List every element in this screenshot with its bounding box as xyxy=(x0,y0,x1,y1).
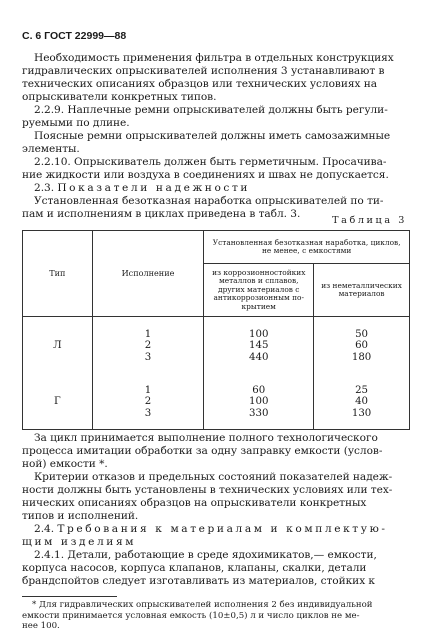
text-line: корпуса насосов, корпуса клапанов, клапаны, скалки, детали xyxy=(22,562,367,574)
section-heading-2-4 xyxy=(22,523,410,536)
cell-type: Л xyxy=(23,317,93,376)
text-line: пам и исполнениям в циклах приведена в табл. 3. xyxy=(22,208,301,220)
header-group: Установленная безотказная наработка, циклов, не менее, с емкостями xyxy=(204,231,410,264)
header-type: Тип xyxy=(23,231,93,317)
text-line: Установленная безотказная наработка опрыскивателей по ти- xyxy=(34,195,384,207)
section-title: Показатели надежности xyxy=(57,182,251,194)
header-execution: Исполнение xyxy=(92,231,204,317)
text-line: типов и исполнений. xyxy=(22,510,139,522)
header-corrosion-resistant: из коррозионностойких металлов и сплавов, других материалов с антикоррозионным по- крытием xyxy=(204,264,314,317)
cell-execution: 1 2 3 xyxy=(92,317,204,376)
cell-type: Г xyxy=(23,375,93,430)
text-line: брандспойтов следует изготавливать из материалов, стойких к xyxy=(22,575,376,587)
text-line: руемыми по длине. xyxy=(22,117,130,129)
section-number: 2.4. xyxy=(34,523,55,535)
cell-nonmetallic: 25 40 130 xyxy=(314,375,410,430)
text-line: Критерии отказов и предельных состояний показателей надеж- xyxy=(34,471,393,483)
section-title: Требования к материалам и комплектую- xyxy=(57,523,388,535)
cell-nonmetallic: 50 60 180 xyxy=(314,317,410,376)
section-heading-2-3 xyxy=(22,182,410,195)
section-title-continued: щим изделиям xyxy=(22,536,137,548)
text-line: ной) емкости *. xyxy=(22,458,108,470)
text-line: 2.4.1. Детали, работающие в среде ядохимикатов,— емкости, xyxy=(34,549,377,561)
text-line: ние жидкости или воздуха в соединениях и швах не допускается. xyxy=(22,169,389,181)
table-caption: Таблица 3 xyxy=(332,215,407,226)
table-row xyxy=(23,317,410,376)
footnote: * Для гидравлических опрыскивателей исполнения 2 без индивидуальной емкости принимается условная емкость (10±0,5) л и число циклов не ме- нее 100. xyxy=(22,600,373,632)
table-row xyxy=(23,375,410,430)
text-line: опрыскиватели конкретных типов. xyxy=(22,91,217,103)
text-line: гидравлических опрыскивателей исполнения 3 устанавливают в xyxy=(22,65,385,77)
text-line: элементы. xyxy=(22,143,80,155)
text-line: 2.2.9. Наплечные ремни опрыскивателей должны быть регули- xyxy=(34,104,388,116)
cell-corrosion-resistant: 60 100 330 xyxy=(204,375,314,430)
header-nonmetallic: из неметаллических материалов xyxy=(314,264,410,317)
text-line: нических описаниях образцов на опрыскиватели конкретных xyxy=(22,497,367,509)
cell-corrosion-resistant: 100 145 440 xyxy=(204,317,314,376)
text-line: За цикл принимается выполнение полного технологического xyxy=(34,432,378,444)
text-line: процесса имитации обработки за одну заправку емкости (услов- xyxy=(22,445,383,457)
page-header: С. 6 ГОСТ 22999—88 xyxy=(22,30,127,42)
text-line: Необходимость применения фильтра в отдельных конструкциях xyxy=(34,52,394,64)
text-line: ности должны быть установлены в технических условиях или тех- xyxy=(22,484,393,496)
reliability-table xyxy=(22,230,410,430)
cell-execution: 1 2 3 xyxy=(92,375,204,430)
section-number: 2.3. xyxy=(34,182,55,194)
text-line: Поясные ремни опрыскивателей должны иметь самозажимные xyxy=(34,130,391,142)
text-line: 2.2.10. Опрыскиватель должен быть герметичным. Просачива- xyxy=(34,156,387,168)
text-line: технических описаниях образцов или технических условиях на xyxy=(22,78,377,90)
footnote-divider xyxy=(22,596,117,597)
